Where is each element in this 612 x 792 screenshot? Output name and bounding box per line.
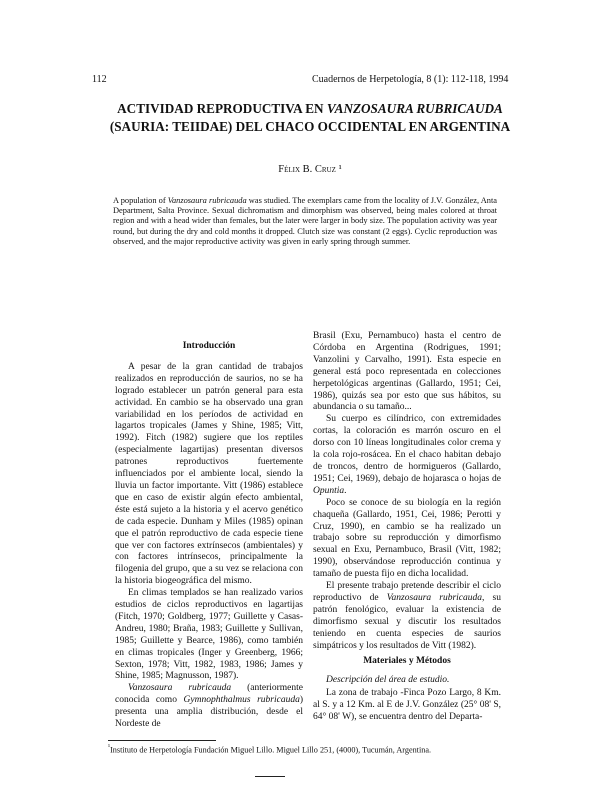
footnote <box>108 744 528 755</box>
species-old-name: Gymnophthalmus rubricauda <box>183 695 300 706</box>
intro-paragraph-5: Poco se conoce de su biología en la región chaqueña (Gallardo, 1951, Cei, 1986; Perotti y Cruz, 1990), en cambio se ha realizado un trabajo sobre su reproducción y dimorfismo sexual en Exu, Pernambuco, Brasil (Vitt, 1982; 1990), observándose reproducción continua y tamaño de puesta fijo en dicha localidad. <box>313 497 501 580</box>
intro-paragraph-1: A pesar de la gran cantidad de trabajos realizados en reproducción de saurios, no se ha logrado establecer un patrón general para esta actividad. En cambio se ha observado una gran variabilidad en los períodos de actividad en lagartos tropicales (James y Shine, 1985; Vitt, 1992). Fitch (1982) sugiere que los reptiles (especialmente lagartijas) presentan diversos patrones reproductivos fuertemente influenciados por el ambiente local, siendo la lluvia un factor importante. Vitt (1986) establece que en caso de existir algún efecto ambiental, éste está sujeto a la historia y el acervo genético de cada especie. Dunham y Miles (1985) opinan que el patrón reproductivo de cada especie tiene que ver con factores extrínsecos (ambientales) y con factores intrínsecos, principalmente la filogenia del grupo, que a su vez se relaciona con la historia biogeográfica del mismo. <box>115 361 303 587</box>
abstract-pre: A population of <box>113 196 168 205</box>
intro-paragraph-2: En climas templados se han realizado varios estudios de ciclos reproductivos en lagartijas (Fitch, 1970; Goldberg, 1977; Guillette y Casas-Andreu, 1980; Braña, 1983; Guillette y Sullivan, 1985; Guillette y Bearce, 1986), como también en climas tropicales (Inger y Greenberg, 1966; Sexton, 1978; Vitt, 1982, 1983, 1986; James y Shine, 1985; Magnusson, 1987). <box>115 588 303 682</box>
right-column <box>313 331 501 724</box>
paragraph-text: (anteriormente conocida como <box>115 683 304 706</box>
paper-title <box>60 100 560 136</box>
abstract-post: was studied. The exemplars came from the locality of J.V. González, Anta Department, Salta Province. Sexual dichromatism and dimorphism was observed, being males colored at throat region and with a head wider than females, but the later were larger in body size. The population activity was year round, but during the dry and cold months it dropped. Clutch size was constant (2 eggs). Cyclic reproduction was observed, and the major reproductive activity was given in early spring through summer. <box>113 196 497 246</box>
author-line <box>60 164 560 175</box>
title-species: VANZOSAURA RUBRICAUDA <box>326 101 503 116</box>
abstract <box>113 196 497 247</box>
paragraph-text: Su cuerpo es cilíndrico, con extremidades cortas, la coloración es marrón oscuro en el dorso con 10 líneas longitudinales color crema y la cola rojo-rosácea. En el chaco habitan debajo de troncos, dentro de hormigueros (Gallardo, 1951; Cei, 1969), debajo de hojarasca o hojas de <box>313 414 501 484</box>
methods-paragraph-1: La zona de trabajo -Finca Pozo Largo, 8 Km. al S. y a 12 Km. al E de J.V. González (25° 08' S, 64° 08' W), se encuentra dentro del Departa- <box>313 688 501 723</box>
page-number: 112 <box>92 74 107 85</box>
abstract-species: Vanzosaura rubricauda <box>167 196 247 205</box>
section-heading-materiales: Materiales y Métodos <box>363 656 451 667</box>
author-mark: ¹ <box>335 164 342 175</box>
section-heading-introduccion: Introducción <box>182 341 236 351</box>
species-name: Vanzosaura rubricauda <box>386 592 483 603</box>
footnote-text: Instituto de Herpetología Fundación Miguel Lillo. Miguel Lillo 251, (4000), Tucumán, Argentina. <box>110 745 432 755</box>
footnote-rule <box>108 740 216 741</box>
species-name: Vanzosaura rubricauda <box>128 683 232 694</box>
genus-name: Opuntia <box>313 485 345 496</box>
subsection-heading-area: Descripción del área de estudio. <box>326 675 450 686</box>
intro-paragraph-6 <box>313 581 501 652</box>
intro-paragraph-3 <box>115 683 303 731</box>
paragraph-text: ) presenta una amplia distribución, desde el Nordeste de <box>115 695 303 730</box>
title-line-1 <box>60 100 560 118</box>
paragraph-text: . <box>344 485 347 496</box>
title-prefix: ACTIVIDAD REPRODUCTIVA EN <box>117 101 327 116</box>
bottom-rule <box>255 776 285 777</box>
paragraph-text: , su patrón fenológico, evaluar la existencia de dimorfismo sexual y discutir los resultados teniendo en cuenta especies de saurios simpátricos y los resultados de Vitt (1982). <box>313 592 501 651</box>
left-column <box>115 331 303 731</box>
journal-header: Cuadernos de Herpetología, 8 (1): 112-118, 1994 <box>312 74 509 85</box>
paragraph-text: El presente trabajo pretende describir el ciclo reproductivo de <box>313 581 501 603</box>
footnote-mark: ¹ <box>108 744 111 751</box>
title-line-2: (SAURIA: TEIIDAE) DEL CHACO OCCIDENTAL EN ARGENTINA <box>109 119 511 134</box>
author-first: Félix B. <box>278 164 315 175</box>
author-last: Cruz <box>314 164 336 175</box>
intro-paragraph-4 <box>313 414 501 497</box>
intro-paragraph-3-cont: Brasil (Exu, Pernambuco) hasta el centro de Córdoba en Argentina (Rodrigues, 1991; Vanzolini y Carvalho, 1991). Esta especie en general está poco representada en colecciones herpetológicas argentinas (Gallardo, 1951; Cei, 1986), quizás sea por esto que sus hábitos, su abundancia o su tamaño... <box>313 331 501 413</box>
